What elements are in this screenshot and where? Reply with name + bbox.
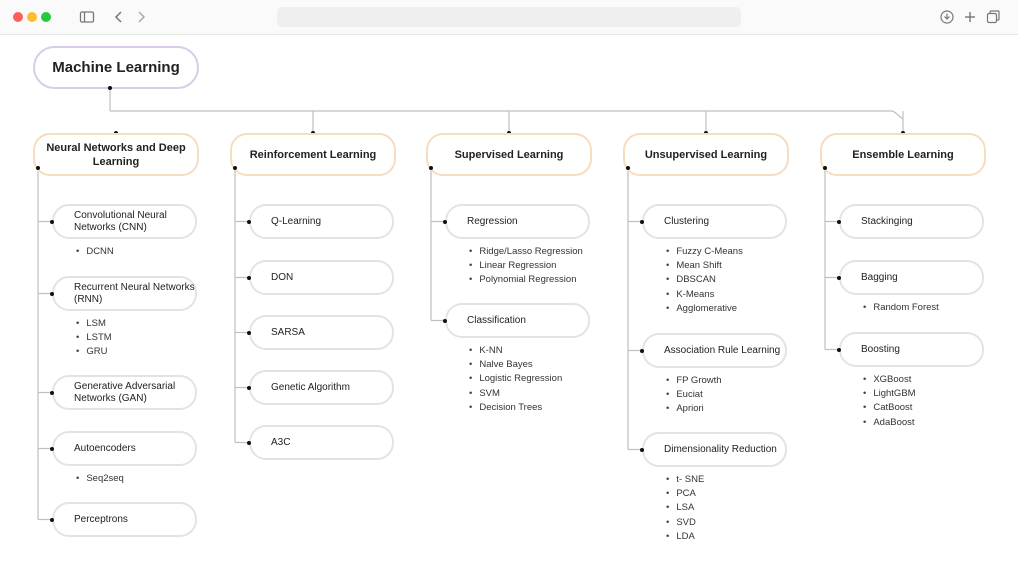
- bullet-item: • GRU: [76, 345, 112, 359]
- bullet-item: • Euciat: [666, 388, 722, 402]
- item-node-label: SARSA: [271, 326, 305, 338]
- bullet-list: [666, 245, 743, 316]
- junction-dot: [247, 441, 251, 445]
- bullet-item: • Apriori: [666, 402, 722, 416]
- item-node-label: Generative Adversarial Networks (GAN): [74, 380, 176, 404]
- bullet-item: • Ridge/Lasso Regression: [469, 245, 583, 259]
- item-node-label: Boosting: [861, 343, 900, 355]
- junction-dot: [108, 86, 112, 90]
- category-node-label: Neural Networks and Deep Learning: [46, 141, 186, 168]
- junction-dot: [640, 349, 644, 353]
- item-node: [52, 502, 197, 537]
- bullet-list: [666, 374, 722, 417]
- junction-dot: [640, 448, 644, 452]
- category-node-label: Reinforcement Learning: [249, 148, 377, 161]
- bullet-item: • Fuzzy C-Means: [666, 245, 743, 259]
- item-node: [52, 276, 197, 311]
- item-node: [445, 303, 590, 338]
- category-node: [426, 133, 592, 176]
- category-node: [820, 133, 986, 176]
- bullet-item: • Polynomial Regression: [469, 273, 583, 287]
- category-node-label: Supervised Learning: [454, 148, 564, 161]
- item-node: [249, 370, 394, 405]
- junction-dot: [50, 220, 54, 224]
- bullet-item: • AdaBoost: [863, 416, 916, 430]
- bullet-list: [76, 472, 124, 486]
- item-node: [642, 333, 787, 368]
- junction-dot: [50, 518, 54, 522]
- bullet-item: • K-NN: [469, 344, 562, 358]
- bullet-list: [76, 245, 114, 259]
- junction-dot: [443, 319, 447, 323]
- item-node: [642, 204, 787, 239]
- item-node-label: Autoencoders: [74, 442, 136, 454]
- junction-dot: [429, 166, 433, 170]
- junction-dot: [233, 166, 237, 170]
- bullet-item: • LSTM: [76, 331, 112, 345]
- bullet-item: • PCA: [666, 487, 704, 501]
- item-node-label: Genetic Algorithm: [271, 381, 350, 393]
- bullet-item: • LSM: [76, 317, 112, 331]
- bullet-list: [469, 344, 562, 415]
- item-node-label: A3C: [271, 436, 291, 448]
- item-node-label: Bagging: [861, 271, 898, 283]
- item-node: [839, 204, 984, 239]
- category-node: [623, 133, 789, 176]
- item-node-label: DON: [271, 271, 294, 283]
- bullet-item: • SVD: [666, 516, 704, 530]
- bullet-item: • K-Means: [666, 288, 743, 302]
- junction-dot: [50, 391, 54, 395]
- category-node: [230, 133, 396, 176]
- bullet-item: • Logistic Regression: [469, 372, 562, 386]
- item-node: [249, 315, 394, 350]
- bullet-item: • SVM: [469, 387, 562, 401]
- bullet-item: • LSA: [666, 501, 704, 515]
- bullet-item: • Mean Shift: [666, 259, 743, 273]
- junction-dot: [50, 447, 54, 451]
- category-node-label: Ensemble Learning: [852, 148, 954, 161]
- bullet-list: [863, 301, 939, 315]
- item-node-label: Classification: [467, 314, 526, 326]
- bullet-item: • DBSCAN: [666, 273, 743, 287]
- connector-line: [893, 111, 903, 119]
- item-node: [249, 260, 394, 295]
- item-node: [445, 204, 590, 239]
- bullet-item: • XGBoost: [863, 373, 916, 387]
- junction-dot: [247, 220, 251, 224]
- root-node: [33, 46, 199, 89]
- item-node-label: Convolutional Neural Networks (CNN): [74, 209, 167, 233]
- item-node: [52, 375, 197, 410]
- item-node: [249, 204, 394, 239]
- item-node: [839, 332, 984, 367]
- bullet-item: • FP Growth: [666, 374, 722, 388]
- category-node: [33, 133, 199, 176]
- junction-dot: [443, 220, 447, 224]
- junction-dot: [640, 220, 644, 224]
- item-node-label: Stackinging: [861, 215, 913, 227]
- bullet-item: • LDA: [666, 530, 704, 544]
- bullet-list: [863, 373, 916, 430]
- junction-dot: [36, 166, 40, 170]
- bullet-list: [666, 473, 704, 544]
- item-node-label: Perceptrons: [74, 513, 128, 525]
- item-node-label: Clustering: [664, 215, 710, 227]
- item-node: [249, 425, 394, 460]
- item-node: [839, 260, 984, 295]
- bullet-item: • Linear Regression: [469, 259, 583, 273]
- item-node-label: Recurrent Neural Networks (RNN): [74, 281, 195, 305]
- junction-dot: [50, 292, 54, 296]
- item-node-label: Association Rule Learning: [664, 344, 781, 356]
- bullet-item: • Decision Trees: [469, 401, 562, 415]
- root-node-label: Machine Learning: [52, 59, 180, 76]
- item-node: [52, 204, 197, 239]
- bullet-item: • CatBoost: [863, 401, 916, 415]
- junction-dot: [837, 220, 841, 224]
- bullet-item: • Nalve Bayes: [469, 358, 562, 372]
- bullet-item: • Agglomerative: [666, 302, 743, 316]
- junction-dot: [837, 276, 841, 280]
- bullet-item: • Random Forest: [863, 301, 939, 315]
- junction-dot: [247, 331, 251, 335]
- bullet-item: • LightGBM: [863, 387, 916, 401]
- item-node: [642, 432, 787, 467]
- bullet-item: • DCNN: [76, 245, 114, 259]
- bullet-list: [469, 245, 583, 288]
- junction-dot: [247, 386, 251, 390]
- junction-dot: [823, 166, 827, 170]
- item-node-label: Q-Learning: [271, 215, 322, 227]
- bullet-item: • Seq2seq: [76, 472, 124, 486]
- item-node-label: Regression: [467, 215, 518, 227]
- bullet-list: [76, 317, 112, 360]
- item-node: [52, 431, 197, 466]
- junction-dot: [626, 166, 630, 170]
- bullet-item: • t- SNE: [666, 473, 704, 487]
- junction-dot: [837, 348, 841, 352]
- item-node-label: Dimensionality Reduction: [664, 443, 777, 455]
- junction-dot: [247, 276, 251, 280]
- category-node-label: Unsupervised Learning: [644, 148, 768, 161]
